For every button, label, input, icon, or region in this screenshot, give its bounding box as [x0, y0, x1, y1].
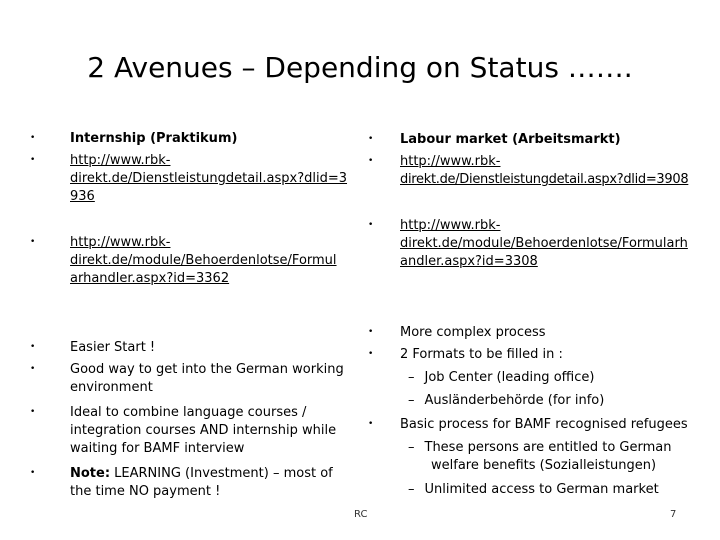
- bullet-icon: •: [368, 156, 374, 166]
- bullet-icon: •: [368, 327, 374, 337]
- bullet-icon: •: [368, 134, 374, 144]
- right-subpoint-entitled: – These persons are entitled to German welfare benefits (Sozialleistungen): [408, 440, 672, 473]
- dash-icon: –: [408, 482, 415, 497]
- left-heading: Internship (Praktikum): [70, 131, 238, 146]
- bullet-icon: •: [30, 468, 36, 478]
- slide-number: 7: [670, 509, 677, 520]
- right-link-dienstleistung[interactable]: http://www.rbk- direkt.de/Dienstleistungdetail.aspx?dlid=3908: [400, 154, 689, 187]
- left-link-formularhandler[interactable]: http://www.rbk- direkt.de/module/Behoerdenlotse/Formul arhandler.aspx?id=3362: [70, 235, 337, 286]
- right-subpoint-auslaenderbehoerde: – Ausländerbehörde (for info): [408, 393, 605, 408]
- bullet-icon: •: [368, 419, 374, 429]
- bullet-icon: •: [30, 364, 36, 374]
- right-link-formularhandler[interactable]: http://www.rbk- direkt.de/module/Behoerdenlotse/Formularh andler.aspx?id=3308: [400, 218, 688, 269]
- dash-icon: –: [408, 370, 415, 385]
- right-subpoint-unlimited: – Unlimited access to German market: [408, 482, 659, 497]
- right-point-formats: 2 Formats to be filled in :: [400, 347, 563, 362]
- right-point-basic: Basic process for BAMF recognised refugees: [400, 417, 688, 432]
- bullet-icon: •: [30, 237, 36, 247]
- bullet-icon: •: [30, 407, 36, 417]
- bullet-icon: •: [30, 155, 36, 165]
- dash-icon: –: [408, 440, 415, 455]
- dash-icon: –: [408, 393, 415, 408]
- left-point-note: Note: LEARNING (Investment) – most of the time NO payment !: [70, 466, 333, 499]
- left-link-dienstleistung[interactable]: http://www.rbk- direkt.de/Dienstleistungdetail.aspx?dlid=3 936: [70, 153, 348, 204]
- right-heading: Labour market (Arbeitsmarkt): [400, 132, 621, 147]
- note-label: Note:: [70, 466, 111, 481]
- footer-initials: RC: [354, 509, 368, 520]
- bullet-icon: •: [368, 349, 374, 359]
- left-point-easier: Easier Start !: [70, 340, 156, 355]
- slide-title: 2 Avenues – Depending on Status …….: [87, 51, 633, 84]
- right-subpoint-jobcenter: – Job Center (leading office): [408, 370, 595, 385]
- bullet-icon: •: [30, 342, 36, 352]
- right-point-complex: More complex process: [400, 325, 546, 340]
- left-point-ideal: Ideal to combine language courses / integration courses AND internship while waiting for BAMF interview: [70, 405, 337, 456]
- left-point-good: Good way to get into the German working environment: [70, 362, 344, 395]
- bullet-icon: •: [30, 133, 36, 143]
- bullet-icon: •: [368, 220, 374, 230]
